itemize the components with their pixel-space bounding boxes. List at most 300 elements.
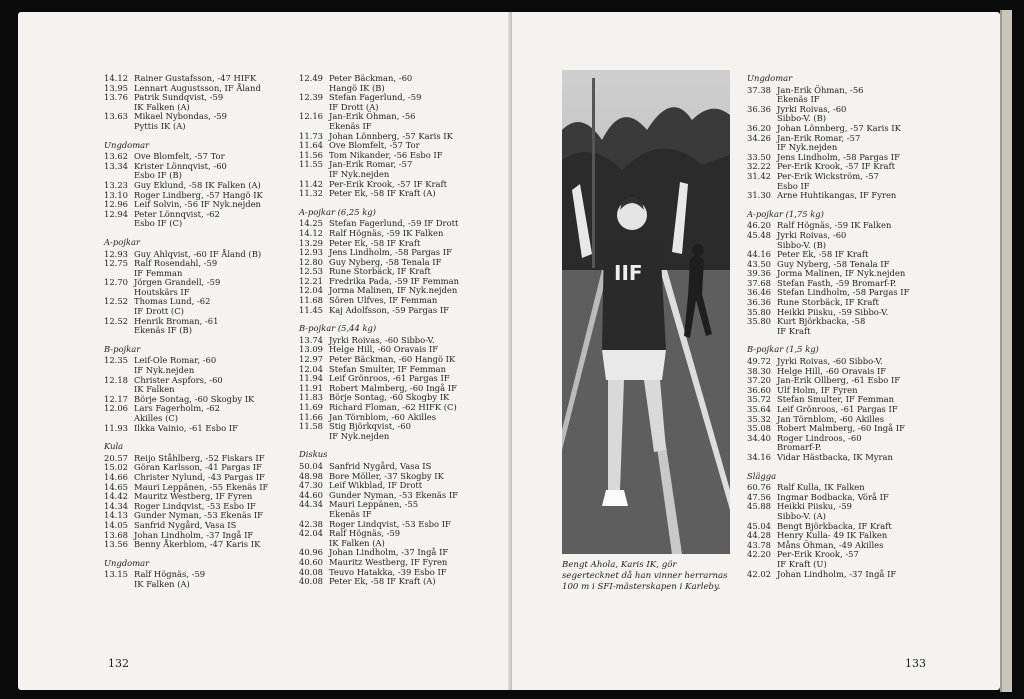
result-value: 11.94 — [299, 373, 323, 384]
result-value: 11.42 — [299, 178, 323, 189]
result-row — [104, 404, 284, 414]
athlete-entry: Ekenäs IF — [329, 120, 372, 131]
result-row — [104, 278, 284, 288]
result-value: 37.68 — [747, 277, 771, 288]
result-value: 40.96 — [299, 547, 323, 558]
result-value: 45.88 — [747, 501, 771, 512]
result-value: 42.02 — [747, 568, 771, 579]
section-heading: B-pojkar (5,44 kg) — [299, 323, 377, 334]
athlete-entry: Ralf Högnäs, -59 IK Falken — [329, 227, 444, 238]
athlete-entry: Peter Ek, -58 IF Kraft (A) — [329, 576, 436, 587]
athlete-entry: Richard Floman, -62 HIFK (C) — [329, 402, 457, 412]
athlete-entry: Bengt Björkbacka, IF Kraft — [777, 520, 892, 531]
athlete-entry: IF Kraft — [777, 325, 811, 336]
result-value: 12.52 — [104, 296, 128, 307]
athlete-entry: IF Nyk.nejden — [134, 365, 195, 376]
athlete-entry: Ralf Kulla, IK Falken — [777, 482, 865, 493]
athlete-entry: IF Nyk.nejden — [329, 430, 390, 441]
athlete-entry: IF Femman — [134, 267, 183, 278]
result-value: 13.34 — [104, 160, 128, 171]
result-value: 11.32 — [299, 188, 323, 199]
athlete-entry: Heikki Piisku, -59 — [777, 501, 852, 512]
result-value: 11.73 — [299, 130, 323, 141]
result-value: 12.75 — [104, 258, 128, 269]
athlete-entry: Esbo IF (C) — [134, 218, 183, 229]
athlete-entry: Jyrki Roivas, -60 Sibbo-V. — [329, 334, 435, 345]
result-row — [747, 327, 947, 337]
athlete-entry: Gunder Nyman, -53 Ekenäs IF — [134, 510, 263, 521]
result-row — [104, 326, 284, 336]
athlete-entry: Jan-Erik Romar, -57 — [777, 132, 861, 143]
result-row — [104, 540, 284, 550]
result-value: 35.08 — [747, 423, 771, 434]
result-value: 45.48 — [747, 229, 771, 240]
result-value: 11.56 — [299, 149, 323, 160]
result-value: 13.15 — [104, 569, 128, 580]
result-value: 12.06 — [104, 403, 128, 414]
athlete-entry: Mauri Leppänen, -55 — [329, 499, 419, 510]
athlete-entry: Jan Törnblom, -60 Akilles — [777, 413, 885, 424]
left-page-column-1 — [104, 74, 284, 590]
athlete-entry: Ekenäs IF — [777, 94, 820, 105]
result-row — [104, 93, 284, 103]
result-row — [299, 93, 479, 103]
athlete-entry: Jorma Malinen, IF Nyk.nejden — [777, 268, 906, 279]
athlete-entry: Thomas Lund, -62 — [134, 296, 211, 307]
athlete-entry: Sibbo-V. (B) — [777, 113, 826, 124]
result-value: 14.12 — [104, 73, 128, 83]
result-row — [747, 191, 947, 201]
athlete-entry: Johan Lönnberg, -57 Karis IK — [329, 130, 453, 141]
result-value: 33.50 — [747, 151, 771, 162]
sprinter-photo — [562, 70, 730, 554]
athlete-entry: Jan-Erik Öhman, -56 — [777, 84, 864, 95]
athlete-entry: Ove Blomfelt, -57 Tor — [134, 151, 225, 162]
athlete-entry: Per-Erik Wickström, -57 — [777, 170, 879, 181]
result-row — [299, 112, 479, 122]
result-value: 13.09 — [299, 344, 323, 355]
result-value: 31.30 — [747, 190, 771, 201]
result-value: 36.20 — [747, 122, 771, 133]
athlete-entry: Ove Blomfelt, -57 Tor — [329, 140, 420, 151]
result-value — [104, 326, 134, 336]
athlete-entry: Patrik Sundqvist, -59 — [134, 92, 224, 103]
result-value: 35.32 — [747, 413, 771, 424]
result-value: 40.60 — [299, 556, 323, 567]
result-value: 12.53 — [299, 266, 323, 277]
result-value: 12.18 — [104, 374, 128, 385]
result-row — [104, 376, 284, 386]
result-row — [104, 122, 284, 132]
athlete-entry: IF Nyk.nejden — [329, 168, 390, 179]
athlete-entry: Robert Malmberg, -60 Ingå IF — [777, 423, 905, 434]
result-value: 42.20 — [747, 549, 771, 560]
right-page-column-1 — [747, 74, 947, 579]
athlete-entry: Leif Grönroos, -61 Pargas IF — [329, 373, 450, 384]
page-number-right: 133 — [905, 657, 926, 670]
result-value: 47.30 — [299, 480, 323, 491]
result-value: 11.91 — [299, 382, 323, 393]
left-page — [18, 12, 512, 690]
result-value: 13.23 — [104, 179, 128, 190]
athlete-entry: Ralf Högnäs, -59 — [329, 528, 401, 539]
athlete-entry: Rune Storbäck, IF Kraft — [777, 297, 879, 308]
athlete-entry: Arne Huhtikangas, IF Fyren — [777, 190, 897, 201]
result-value: 49.72 — [747, 356, 771, 367]
athlete-entry: Guy Nyberg, -58 Tenala IF — [777, 258, 890, 269]
athlete-entry: Peter Ek, -58 IF Kraft — [329, 237, 421, 248]
athlete-entry: Ingmar Bodbacka, Vörå IF — [777, 491, 889, 502]
athlete-entry: Pyttis IK (A) — [134, 120, 186, 131]
athlete-entry: IF Nyk.nejden — [777, 142, 838, 153]
athlete-entry: Stefan Smulter, IF Femman — [777, 394, 895, 405]
result-value: 47.56 — [747, 491, 771, 502]
athlete-entry: Ulf Holm, IF Fyren — [777, 384, 858, 395]
result-value: 34.16 — [747, 451, 771, 462]
athlete-entry: Houtskärs IF — [134, 286, 190, 297]
athlete-entry: Jyrki Roivas, -60 — [777, 103, 847, 114]
athlete-entry: Johan Lindholm, -37 Ingå IF — [777, 568, 897, 579]
result-value — [299, 432, 329, 442]
result-value: 48.98 — [299, 470, 323, 481]
athlete-entry: Teuvo Hatakka, -39 Esbo IF — [329, 566, 447, 577]
result-value: 38.30 — [747, 365, 771, 376]
athlete-entry: Börje Sontag, -60 Skogby IK — [134, 393, 255, 404]
result-value: 42.04 — [299, 528, 323, 539]
athlete-entry: Jyrki Roivas, -60 Sibbo-V. — [777, 356, 883, 367]
athlete-entry: Sibbo-V. (A) — [777, 510, 826, 521]
athlete-entry: Roger Lindroos, -60 — [777, 432, 862, 443]
athlete-entry: Roger Lindberg, -57 Hangö IK — [134, 189, 263, 200]
result-value: 13.95 — [104, 82, 128, 93]
athlete-entry: Ralf Högnäs, -59 — [134, 569, 206, 580]
athlete-entry: Johan Lindholm, -37 Ingå IF — [329, 547, 449, 558]
sprinter-photo-image — [562, 70, 730, 554]
result-value: 12.04 — [299, 285, 323, 296]
result-value: 12.16 — [299, 111, 323, 122]
result-value: 14.13 — [104, 510, 128, 521]
result-row — [299, 500, 479, 510]
athlete-entry: Stefan Fagerlund, -59 IF Drott — [329, 218, 459, 229]
athlete-entry: Mauri Leppänen, -55 Ekenäs IF — [134, 481, 269, 492]
athlete-entry: Christer Nylund, -43 Pargas IF — [134, 471, 265, 482]
result-value: 20.57 — [104, 452, 128, 463]
athlete-entry: Bore Möller, -37 Skogby IK — [329, 470, 444, 481]
athlete-entry: Helge Hill, -60 Oravais IF — [329, 344, 439, 355]
athlete-entry: Roger Lindqvist, -53 Esbo IF — [329, 518, 451, 529]
athlete-entry: Heikki Piisku, -59 Sibbo-V. — [777, 306, 889, 317]
athlete-entry: Lennart Augustsson, IF Åland — [134, 82, 261, 93]
athlete-entry: Mauritz Westberg, IF Fyren — [329, 556, 448, 567]
result-value: 14.25 — [299, 218, 323, 229]
result-value: 46.20 — [747, 220, 771, 231]
result-row — [104, 570, 284, 580]
result-value: 36.60 — [747, 384, 771, 395]
result-value: 12.17 — [104, 393, 128, 404]
athlete-entry: Peter Bäckman, -60 Hangö IK — [329, 354, 456, 365]
left-page-column-2 — [299, 74, 479, 587]
section-heading: Ungdomar — [747, 73, 793, 83]
athlete-entry: Roger Lindqvist, -53 Esbo IF — [134, 500, 256, 511]
athlete-entry: Sören Ulfves, IF Femman — [329, 295, 438, 306]
result-value: 12.49 — [299, 73, 323, 83]
athlete-entry: Lars Fagerholm, -62 — [134, 403, 220, 414]
athlete-entry: IK Falken (A) — [134, 578, 190, 589]
result-value: 44.16 — [747, 249, 771, 260]
result-value: 12.93 — [299, 247, 323, 258]
athlete-entry: Rune Storbäck, IF Kraft — [329, 266, 431, 277]
athlete-entry: IK Falken (A) — [329, 537, 385, 548]
result-value: 11.55 — [299, 159, 323, 170]
result-value: 32.22 — [747, 161, 771, 172]
result-value: 12.70 — [104, 277, 128, 288]
section-heading: A-pojkar (1,75 kg) — [747, 208, 824, 219]
result-value: 44.34 — [299, 499, 323, 510]
section-heading: A-pojkar (6,25 kg) — [299, 206, 376, 217]
result-row — [299, 422, 479, 432]
athlete-entry: IK Falken (A) — [134, 101, 190, 112]
athlete-entry: Leif Wikblad, IF Drott — [329, 480, 423, 491]
athlete-entry: Peter Bäckman, -60 — [329, 73, 413, 83]
athlete-entry: IF Drott (C) — [134, 306, 184, 317]
athlete-entry: Peter Ek, -58 IF Kraft (A) — [329, 188, 436, 199]
athlete-entry: Jens Lindholm, -58 Pargas IF — [329, 247, 452, 258]
athlete-entry: Hangö IK (B) — [329, 82, 385, 93]
result-value: 11.93 — [104, 422, 128, 433]
athlete-entry: Stefan Smulter, IF Femman — [329, 363, 447, 374]
result-row — [747, 570, 947, 580]
athlete-entry: Guy Nyberg, -58 Tenala IF — [329, 256, 442, 267]
photo-caption: Bengt Ahola, Karis IK, gör segertecknet då han vinner herrarnas 100 m i SFI-mästerskapen i Karleby. — [562, 560, 728, 592]
result-value: 12.96 — [104, 199, 128, 210]
athlete-entry: Ilkka Vainio, -61 Esbo IF — [134, 422, 238, 433]
athlete-entry: IF Drott (A) — [329, 101, 379, 112]
result-row — [299, 74, 479, 84]
athlete-entry: Kurt Björkbacka, -58 — [777, 316, 866, 327]
result-row — [104, 317, 284, 327]
result-row — [299, 529, 479, 539]
athlete-entry: Johan Lönnberg, -57 Karis IK — [777, 122, 901, 133]
section-heading: A-pojkar — [104, 236, 140, 247]
result-value: 43.50 — [747, 258, 771, 269]
athlete-entry: Per-Erik Krook, -57 IF Kraft — [329, 178, 447, 189]
result-value: 40.08 — [299, 566, 323, 577]
athlete-entry: Bromarf-P. — [777, 442, 822, 453]
result-value: 36.36 — [747, 297, 771, 308]
section-heading: Diskus — [299, 449, 328, 460]
athlete-entry: Mikael Nybondas, -59 — [134, 111, 227, 122]
athlete-entry: Leif Solvin, -56 IF Nyk.nejden — [134, 199, 261, 210]
athlete-entry: Esbo IF — [777, 180, 810, 191]
athlete-entry: Jan-Erik Romar, -57 — [329, 159, 413, 170]
result-value: 43.78 — [747, 539, 771, 550]
athlete-entry: Stefan Lindholm, -58 Pargas IF — [777, 287, 910, 298]
result-row — [104, 580, 284, 590]
athlete-entry: IF Kraft (U) — [777, 558, 827, 569]
athlete-entry: Helge Hill, -60 Oravais IF — [777, 365, 887, 376]
athlete-entry: Leif Grönroos, -61 Pargas IF — [777, 404, 898, 414]
result-value — [104, 122, 134, 132]
result-value: 12.52 — [104, 315, 128, 326]
athlete-entry: Ralf Rosendahl, -59 — [134, 258, 218, 269]
result-value: 13.63 — [104, 111, 128, 122]
section-heading: Ungdomar — [104, 139, 150, 150]
result-value: 31.42 — [747, 170, 771, 181]
result-value: 12.35 — [104, 355, 128, 366]
result-value: 14.05 — [104, 519, 128, 530]
result-value: 14.66 — [104, 471, 128, 482]
athlete-entry: Jens Lindholm, -58 Pargas IF — [777, 151, 900, 162]
athlete-entry: Rainer Gustafsson, -47 HIFK — [134, 73, 257, 83]
athlete-entry: Stefan Fagerlund, -59 — [329, 92, 422, 103]
result-value: 44.28 — [747, 530, 771, 541]
result-value: 35.64 — [747, 404, 771, 414]
athlete-entry: Sibbo-V. (B) — [777, 239, 826, 250]
result-value: 35.80 — [747, 306, 771, 317]
result-value: 50.04 — [299, 460, 323, 471]
athlete-entry: Ekenäs IF — [329, 508, 372, 519]
result-row — [104, 210, 284, 220]
result-value: 37.38 — [747, 84, 771, 95]
result-row — [104, 424, 284, 434]
athlete-entry: Per-Erik Krook, -57 — [777, 549, 859, 560]
result-value: 37.20 — [747, 375, 771, 386]
athlete-entry: Sanfrid Nygård, Vasa IS — [329, 460, 432, 471]
result-value: 14.65 — [104, 481, 128, 492]
result-value — [747, 327, 777, 337]
result-value: 14.12 — [299, 227, 323, 238]
result-value: 12.21 — [299, 275, 323, 286]
result-value: 11.64 — [299, 140, 323, 151]
result-value: 34.40 — [747, 432, 771, 443]
athlete-entry: Jyrki Roivas, -60 — [777, 229, 847, 240]
result-row — [299, 577, 479, 587]
result-value: 11.45 — [299, 304, 323, 315]
section-heading: B-pojkar — [104, 343, 141, 354]
page-number-left: 132 — [108, 657, 129, 670]
result-row — [299, 432, 479, 442]
athlete-entry: Stig Björkqvist, -60 — [329, 421, 411, 432]
result-value: 36.36 — [747, 103, 771, 114]
athlete-entry: Vidar Hästbacka, IK Myran — [777, 451, 893, 462]
result-value — [104, 219, 134, 229]
athlete-entry: Reijo Ståhlberg, -52 Fiskars IF — [134, 452, 265, 463]
result-row — [104, 297, 284, 307]
section-heading: B-pojkar (1,5 kg) — [747, 344, 819, 355]
result-value: 12.93 — [104, 248, 128, 259]
athlete-entry: Robert Malmberg, -60 Ingå IF — [329, 382, 457, 393]
athlete-entry: Peter Lönnqvist, -62 — [134, 208, 220, 219]
result-value: 12.04 — [299, 363, 323, 374]
result-value: 36.46 — [747, 287, 771, 298]
result-value: 13.10 — [104, 189, 128, 200]
athlete-entry: Per-Erik Krook, -57 IF Kraft — [777, 161, 895, 172]
athlete-entry: Sanfrid Nygård, Vasa IS — [134, 519, 237, 530]
section-heading: Ungdomar — [104, 557, 150, 568]
result-value: 11.66 — [299, 411, 323, 422]
athlete-entry: Jorma Malinen, IF Nyk.nejden — [329, 285, 458, 296]
athlete-entry: Jan-Erik Öhman, -56 — [329, 111, 416, 122]
athlete-entry: Jan-Erik Ollberg, -61 Esbo IF — [777, 375, 901, 386]
athlete-entry: Gunder Nyman, -53 Ekenäs IF — [329, 489, 458, 500]
athlete-entry: Henry Kulla- 49 IK Falken — [777, 530, 888, 541]
section-heading: Slägga — [747, 470, 777, 481]
athlete-entry: Jörgen Grandell, -59 — [134, 277, 221, 288]
athlete-entry: Göran Karlsson, -41 Pargas IF — [134, 462, 262, 473]
result-value — [104, 580, 134, 590]
result-value: 13.29 — [299, 237, 323, 248]
athlete-entry: Henrik Broman, -61 — [134, 315, 219, 326]
result-row — [104, 162, 284, 172]
result-value: 15.02 — [104, 462, 128, 473]
result-value: 11.58 — [299, 421, 323, 432]
athlete-entry: Mauritz Westberg, IF Fyren — [134, 491, 253, 502]
result-row — [104, 259, 284, 269]
athlete-entry: Måns Öhman, -49 Akilles — [777, 539, 884, 550]
book-edge — [1000, 10, 1012, 692]
athlete-entry: Guy Eklund, -58 IK Falken (A) — [134, 179, 261, 190]
result-value: 13.74 — [299, 334, 323, 345]
result-value: 60.76 — [747, 482, 771, 493]
athlete-entry: Jan Törnblom, -60 Akilles — [329, 411, 437, 422]
result-value: 44.60 — [299, 489, 323, 500]
athlete-entry: Ralf Högnäs, -59 IK Falken — [777, 220, 892, 231]
result-value: 39.36 — [747, 268, 771, 279]
result-value: 40.08 — [299, 576, 323, 587]
athlete-entry: Guy Ahlqvist, -60 IF Åland (B) — [134, 248, 262, 259]
result-value: 35.80 — [747, 316, 771, 327]
result-value: 12.39 — [299, 92, 323, 103]
athlete-entry: Tom Nikander, -56 Esbo IF — [329, 149, 443, 160]
result-row — [104, 219, 284, 229]
result-row — [299, 160, 479, 170]
result-value: 14.34 — [104, 500, 128, 511]
result-row — [747, 453, 947, 463]
result-value: 13.62 — [104, 151, 128, 162]
athlete-entry: Börje Sontag, -60 Skogby IK — [329, 392, 450, 403]
right-page — [512, 12, 1000, 690]
athlete-entry: Fredrika Pada, -59 IF Femman — [329, 275, 459, 286]
result-value: 13.68 — [104, 529, 128, 540]
athlete-entry: Esbo IF (B) — [134, 170, 182, 181]
athlete-entry: Johan Lindholm, -37 Ingå IF — [134, 529, 254, 540]
athlete-entry: Krister Lönnqvist, -60 — [134, 160, 227, 171]
athlete-entry: IK Falken — [134, 384, 175, 395]
result-value: 11.83 — [299, 392, 323, 403]
result-value: 14.42 — [104, 491, 128, 502]
athlete-entry: Peter Ek, -58 IF Kraft — [777, 249, 869, 260]
result-value: 45.04 — [747, 520, 771, 531]
athlete-entry: Kaj Adolfsson, -59 Pargas IF — [329, 304, 449, 315]
svg-text:IIF: IIF — [614, 261, 643, 285]
athlete-entry: Leif-Ole Romar, -60 — [134, 355, 217, 366]
result-row — [104, 112, 284, 122]
result-value: 12.94 — [104, 208, 128, 219]
athlete-entry: Christer Aspfors, -60 — [134, 374, 223, 385]
athlete-entry: Benny Åkerblom, -47 Karis IK — [134, 539, 261, 550]
result-row — [104, 356, 284, 366]
result-value: 35.72 — [747, 394, 771, 405]
athlete-entry: Ekenäs IF (B) — [134, 325, 192, 336]
result-value: 13.76 — [104, 92, 128, 103]
athlete-entry: Stefan Fasth, -59 Bromarf-P. — [777, 277, 897, 288]
result-row — [299, 189, 479, 199]
athlete-entry: Akilles (C) — [134, 413, 179, 423]
result-value: 13.56 — [104, 539, 128, 550]
result-value: 11.68 — [299, 295, 323, 306]
result-value: 12.80 — [299, 256, 323, 267]
section-heading: Kula — [104, 441, 124, 452]
